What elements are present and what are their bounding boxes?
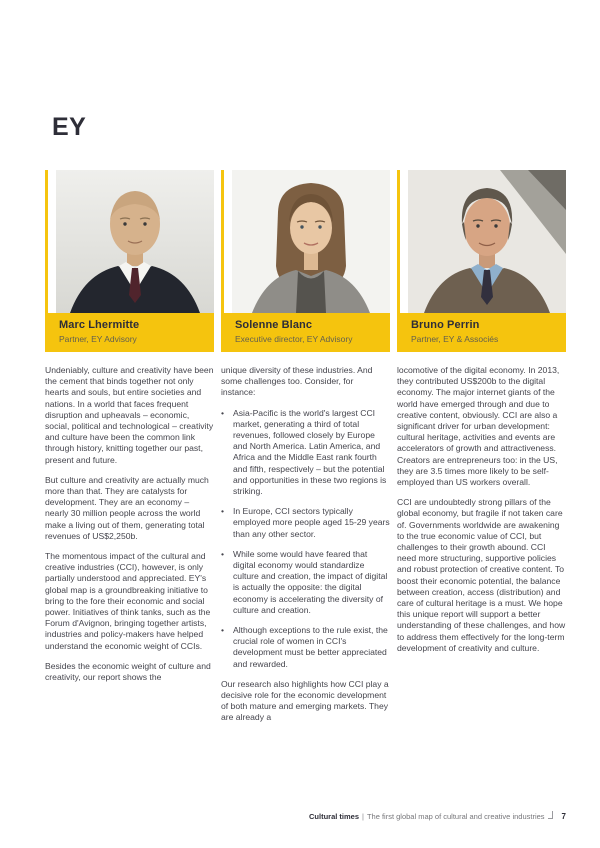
bullet-item — [221, 625, 390, 670]
namebar-marc-lhermitte — [45, 313, 214, 352]
page-footer — [309, 812, 566, 822]
profile-card-bruno-perrin — [397, 170, 566, 352]
bullet-item — [221, 506, 390, 540]
paragraph: Our research also highlights how CCI play a decisive role for the economic development of both mature and emerging markets. They are already a — [221, 678, 389, 723]
bruno-perrin-headshot — [408, 170, 566, 313]
paragraph: The momentous impact of the cultural and creative industries (CCI), however, is only partially understood and appreciated. EY's global map is a groundbreaking initiative to bring to the fore their economic and social power. Initiatives of think tanks, such as the Forum d'Avignon, bringing together artists, industries and policy-makers have helped understand the economic weight of CCIs. — [45, 551, 211, 651]
bullet-item — [221, 549, 390, 616]
namebar-bruno-perrin — [397, 313, 566, 352]
paragraph: CCI are undoubtedly strong pillars of the global economy, but fragile if not taken care of. Governments worldwide are awakening to the true economic value of CCI, but challenges to their growth abound. CCI need more structuring, supportive policies and robust protection of creative content. To boost their economic potential, the balance between creation, access (distribution) and care of cultural heritage is a must. We hope this unique report will support a better understanding of these challenges, and how to address them effectively for the long-term development of creativity and culture. — [397, 497, 566, 653]
bullet-marker: • — [221, 407, 225, 418]
yellow-stripe — [397, 170, 400, 313]
body-column-2 — [221, 365, 390, 733]
solenne-blanc-headshot — [232, 170, 390, 313]
bullet-marker: • — [221, 625, 225, 636]
bullet-text: Although exceptions to the rule exist, the crucial role of women in CCI's development must be better appreciated and rewarded. — [233, 625, 388, 669]
paragraph: Besides the economic weight of culture and creativity, our report shows the — [45, 660, 211, 683]
profile-card-marc-lhermitte — [45, 170, 214, 352]
footer-document-title: The first global map of cultural and creative industries — [366, 812, 545, 821]
person-title: Executive director, EY Advisory — [235, 334, 353, 344]
person-name: Bruno Perrin — [411, 319, 480, 331]
paragraph: Undeniably, culture and creativity have been the cement that binds together not only hearts and souls, but entire societies and nations. In a world that faces frequent disruption and upheavals – economic, social, political and technological – creativity and culture have been the common link through history, knitting together our past, present and future. — [45, 365, 214, 465]
bullet-marker: • — [221, 548, 225, 559]
person-name: Solenne Blanc — [235, 319, 313, 331]
bullet-item — [221, 408, 390, 498]
yellow-stripe — [45, 170, 48, 313]
body-columns — [45, 365, 566, 733]
yellow-stripe — [221, 170, 224, 313]
bullet-text: In Europe, CCI sectors typically employed more people aged 15-29 years than any other sector. — [233, 506, 390, 539]
page-number: 7 — [561, 812, 566, 821]
footer-separator: | — [362, 812, 364, 821]
paragraph: But culture and creativity are actually much more than that. They are catalysts for development. They are an economy – nearly 30 million people across the world make a living out of them, generating total revenues of US$2,250b. — [45, 474, 209, 541]
bullet-text: While some would have feared that digital economy would standardize culture and creation, the impact of digital is actually the opposite: the digital economy is accelerating the diversity of culture and creation. — [233, 548, 388, 615]
ey-logo: EY — [52, 113, 87, 141]
bullet-marker: • — [221, 506, 225, 517]
corner-bracket-mark — [548, 811, 553, 819]
person-title: Partner, EY Advisory — [59, 334, 137, 344]
person-name: Marc Lhermitte — [59, 319, 140, 331]
body-column-3 — [397, 365, 566, 733]
bullet-text: Asia-Pacific is the world's largest CCI market, generating a third of total revenues, followed closely by Europe and North America. Latin America, and Africa and the Middle East rank fourth and fifth, respectively – but the potential and opportunities in these two regions is striking. — [233, 407, 387, 497]
profiles-row — [45, 170, 566, 352]
person-title: Partner, EY & Associés — [411, 334, 499, 344]
namebar-solenne-blanc — [221, 313, 390, 352]
marc-lhermitte-headshot — [56, 170, 214, 313]
footer-brand: Cultural times — [308, 812, 359, 821]
paragraph: unique diversity of these industries. And some challenges too. Consider, for instance: — [221, 365, 373, 398]
body-column-1 — [45, 365, 214, 733]
profile-card-solenne-blanc — [221, 170, 390, 352]
paragraph: locomotive of the digital economy. In 2013, they contributed US$200b to the digital economy. The major internet giants of the world have emerged through and due to creative content, obviously. CCI are also a significant driver for urban development: cultural heritage, activities and events are accelerators of growth and attractiveness. Creators are entrepreneurs too: in the US, they are 3.5 times more likely to be self-employed than US workers overall. — [397, 365, 560, 488]
